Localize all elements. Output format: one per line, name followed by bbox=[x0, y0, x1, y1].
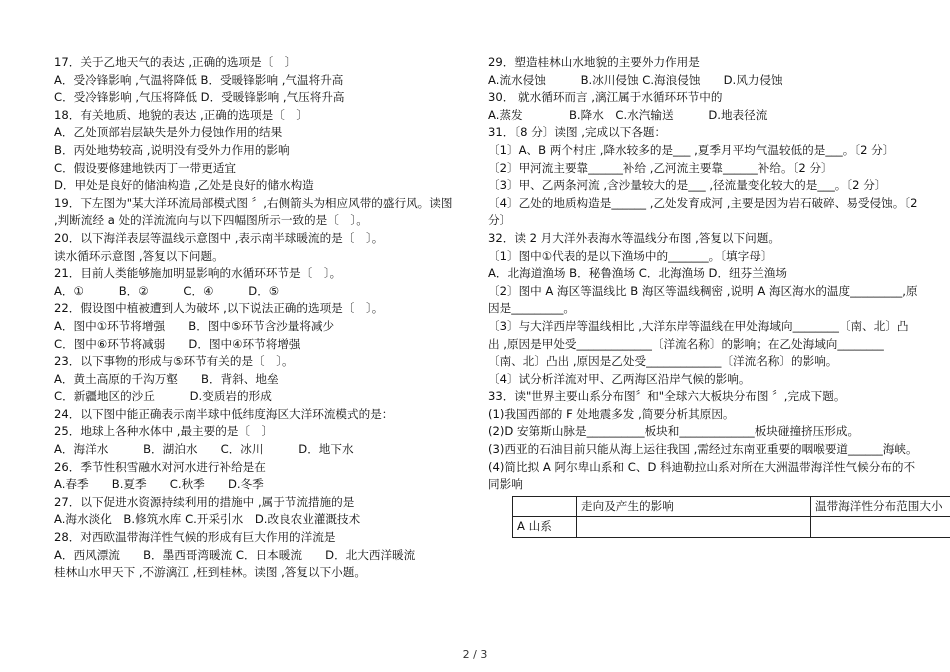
q32-part1: 〔1〕图中①代表的是以下渔场中的_______。〔填字母〕 bbox=[488, 248, 773, 263]
q19-stem: 19．下左图为"某大洋环流局部模式图 〞,右侧箭头为相应风带的盛行风。读图 bbox=[54, 195, 453, 210]
right-column bbox=[488, 54, 943, 538]
q33-stem: 33．读"世界主要山系分布图〞和"全球六大板块分布图 〞,完成下题。 bbox=[488, 389, 846, 404]
table-header-cell bbox=[513, 496, 577, 517]
q33-part4: (4)简比拟 A 阿尔卑山系和 C、D 科迪勒拉山系对所在大洲温带海洋性气候分布的不同影响 bbox=[488, 459, 916, 492]
q28-options: A．西风漂流 B．墨西哥湾暖流 C．日本暖流 D．北大西洋暖流 bbox=[54, 547, 416, 562]
q17-stem: 17．关于乙地天气的表达 ,正确的选项是〔 〕 bbox=[54, 55, 297, 69]
q30-stem: 30． 就水循环而言 ,漓江属于水循环环节中的 bbox=[488, 90, 723, 105]
q29-options: A.流水侵蚀 B.冰川侵蚀 C.海浪侵蚀 D.风力侵蚀 bbox=[488, 72, 783, 87]
q33-part2: (2)D 安第斯山脉是__________板块和_____________板块碰撞挤压形成。 bbox=[488, 424, 860, 439]
q26-stem: 26．季节性积雪融水对河水进行补给是在 bbox=[54, 459, 266, 474]
table-header-cell: 走向及产生的影响 bbox=[577, 496, 811, 517]
mountain-comparison-table bbox=[512, 496, 950, 538]
q32-part3: 〔3〕与大洋西岸等温线相比 ,大洋东岸等温线在甲处海域向________〔南、北〕凸出 ,原因是甲处受_____________〔洋流名称〕的影响；在乙处海域向________〔南、北〕凸出 ,原因是乙处受_____________〔洋流名称〕的影响。 bbox=[488, 318, 909, 369]
q25-stem: 25．地球上各种水体中 ,最主要的是〔 〕 bbox=[54, 424, 274, 439]
table-header-row bbox=[513, 496, 950, 517]
q17-options-ab: A．受冷锋影响 ,气温将降低 B．受暖锋影响 ,气温将升高 bbox=[54, 72, 344, 87]
q17-options-cd: C．受冷锋影响 ,气压将降低 D．受暖锋影响 ,气压将升高 bbox=[54, 90, 345, 105]
q22-stem: 22．假设图中植被遭到人为破坏 ,以下说法正确的选项是〔 〕。 bbox=[54, 301, 384, 316]
table-cell: A 山系 bbox=[513, 517, 577, 538]
q23-options-cd: C．新疆地区的沙丘 D.变质岩的形成 bbox=[54, 389, 272, 404]
q18-option-b: B．丙处地势较高 ,说明没有受外力作用的影响 bbox=[54, 142, 290, 157]
q31-part2: 〔2〕甲河流主要靠______补给 ,乙河流主要靠______补给。〔2 分〕 bbox=[488, 160, 833, 175]
water-cycle-intro: 读水循环示意图 ,答复以下问题。 bbox=[54, 248, 224, 263]
q29-stem: 29．塑造桂林山水地貌的主要外力作用是 bbox=[488, 55, 700, 69]
q31-part1: 〔1〕A、B 两个村庄 ,降水较多的是___ ,夏季月平均气温较低的是___。〔2 分〕 bbox=[488, 142, 895, 157]
q31-stem: 31．〔8 分〕读图 ,完成以下各题： bbox=[488, 125, 667, 140]
q32-part2: 〔2〕图中 A 海区等温线比 B 海区等温线稠密 ,说明 A 海区海水的温度_________,原因是_________。 bbox=[488, 283, 918, 316]
q18-option-d: D．甲处是良好的储油构造 ,乙处是良好的储水构造 bbox=[54, 178, 314, 193]
q18-option-c: C．假设要修建地铁丙丁一带更适宜 bbox=[54, 160, 237, 175]
table-cell bbox=[577, 517, 811, 538]
page-number: 2 / 3 bbox=[462, 648, 488, 661]
q25-options: A．海洋水 B．湖泊水 C．冰川 D．地下水 bbox=[54, 442, 354, 457]
left-column bbox=[54, 54, 469, 582]
q19-stem-cont: ,判断流经 a 处的洋流流向与以下四幅图所示一致的是〔 〕。 bbox=[54, 213, 368, 228]
q28-stem: 28．对西欧温带海洋性气候的形成有巨大作用的洋流是 bbox=[54, 530, 336, 545]
q32-stem: 32．读 2 月大洋外表海水等温线分布图 ,答复以下问题。 bbox=[488, 230, 780, 245]
q32-part1-options: A．北海道渔场 B．秘鲁渔场 C．北海渔场 D．纽芬兰渔场 bbox=[488, 266, 788, 281]
table-row bbox=[513, 517, 950, 538]
guilin-intro: 桂林山水甲天下 ,不游漓江 ,枉到桂林。读图 ,答复以下小题。 bbox=[54, 565, 366, 580]
q18-stem: 18．有关地质、地貌的表达 ,正确的选项是〔 〕 bbox=[54, 107, 308, 122]
q33-part3: (3)西亚的石油目前只能从海上运往我国 ,需经过东南亚重要的咽喉要道______海峡。 bbox=[488, 442, 918, 457]
q27-options: A.海水淡化 B.修筑水库 C.开采引水 D.改良农业灌溉技术 bbox=[54, 512, 361, 527]
q31-part4: 〔4〕乙处的地质构造是______ ,乙处发育成河 ,主要是因为岩石破碎、易受侵蚀。〔2 分〕 bbox=[488, 195, 918, 228]
q18-option-a: A．乙处顶部岩层缺失是外力侵蚀作用的结果 bbox=[54, 125, 283, 140]
q21-options: A．① B．② C．④ D．⑤ bbox=[54, 283, 280, 298]
table-cell bbox=[811, 517, 950, 538]
q22-options-ab: A．图中①环节将增强 B．图中⑤环节含沙量将减少 bbox=[54, 318, 335, 333]
table-header-cell: 温带海洋性分布范围大小 bbox=[811, 496, 950, 517]
q23-options-ab: A．黄土高原的千沟万壑 B．背斜、地垒 bbox=[54, 371, 279, 386]
q21-stem: 21．目前人类能够施加明显影响的水循环环节是〔 〕。 bbox=[54, 266, 342, 281]
q30-options: A.蒸发 B.降水 C.水汽输送 D.地表径流 bbox=[488, 107, 768, 122]
q27-stem: 27．以下促进水资源持续利用的措施中 ,属于节流措施的是 bbox=[54, 494, 355, 509]
q24-stem: 24．以下图中能正确表示南半球中低纬度海区大洋环流模式的是： bbox=[54, 406, 394, 421]
q23-stem: 23．以下事物的形成与⑤环节有关的是〔 〕。 bbox=[54, 354, 294, 369]
q26-options: A.春季 B.夏季 C.秋季 D.冬季 bbox=[54, 477, 264, 492]
q31-part3: 〔3〕甲、乙两条河流 ,含沙量较大的是___ ,径流量变化较大的是___。〔2 分〕 bbox=[488, 178, 887, 193]
q22-options-cd: C．图中⑥环节将减弱 D．图中④环节将增强 bbox=[54, 336, 301, 351]
q20-stem: 20．以下海洋表层等温线示意图中 ,表示南半球暖流的是〔 〕。 bbox=[54, 230, 384, 245]
q33-part1: (1)我国西部的 F 处地震多发 ,简要分析其原因。 bbox=[488, 406, 735, 421]
q32-part4: 〔4〕试分析洋流对甲、乙两海区沿岸气候的影响。 bbox=[488, 371, 751, 386]
